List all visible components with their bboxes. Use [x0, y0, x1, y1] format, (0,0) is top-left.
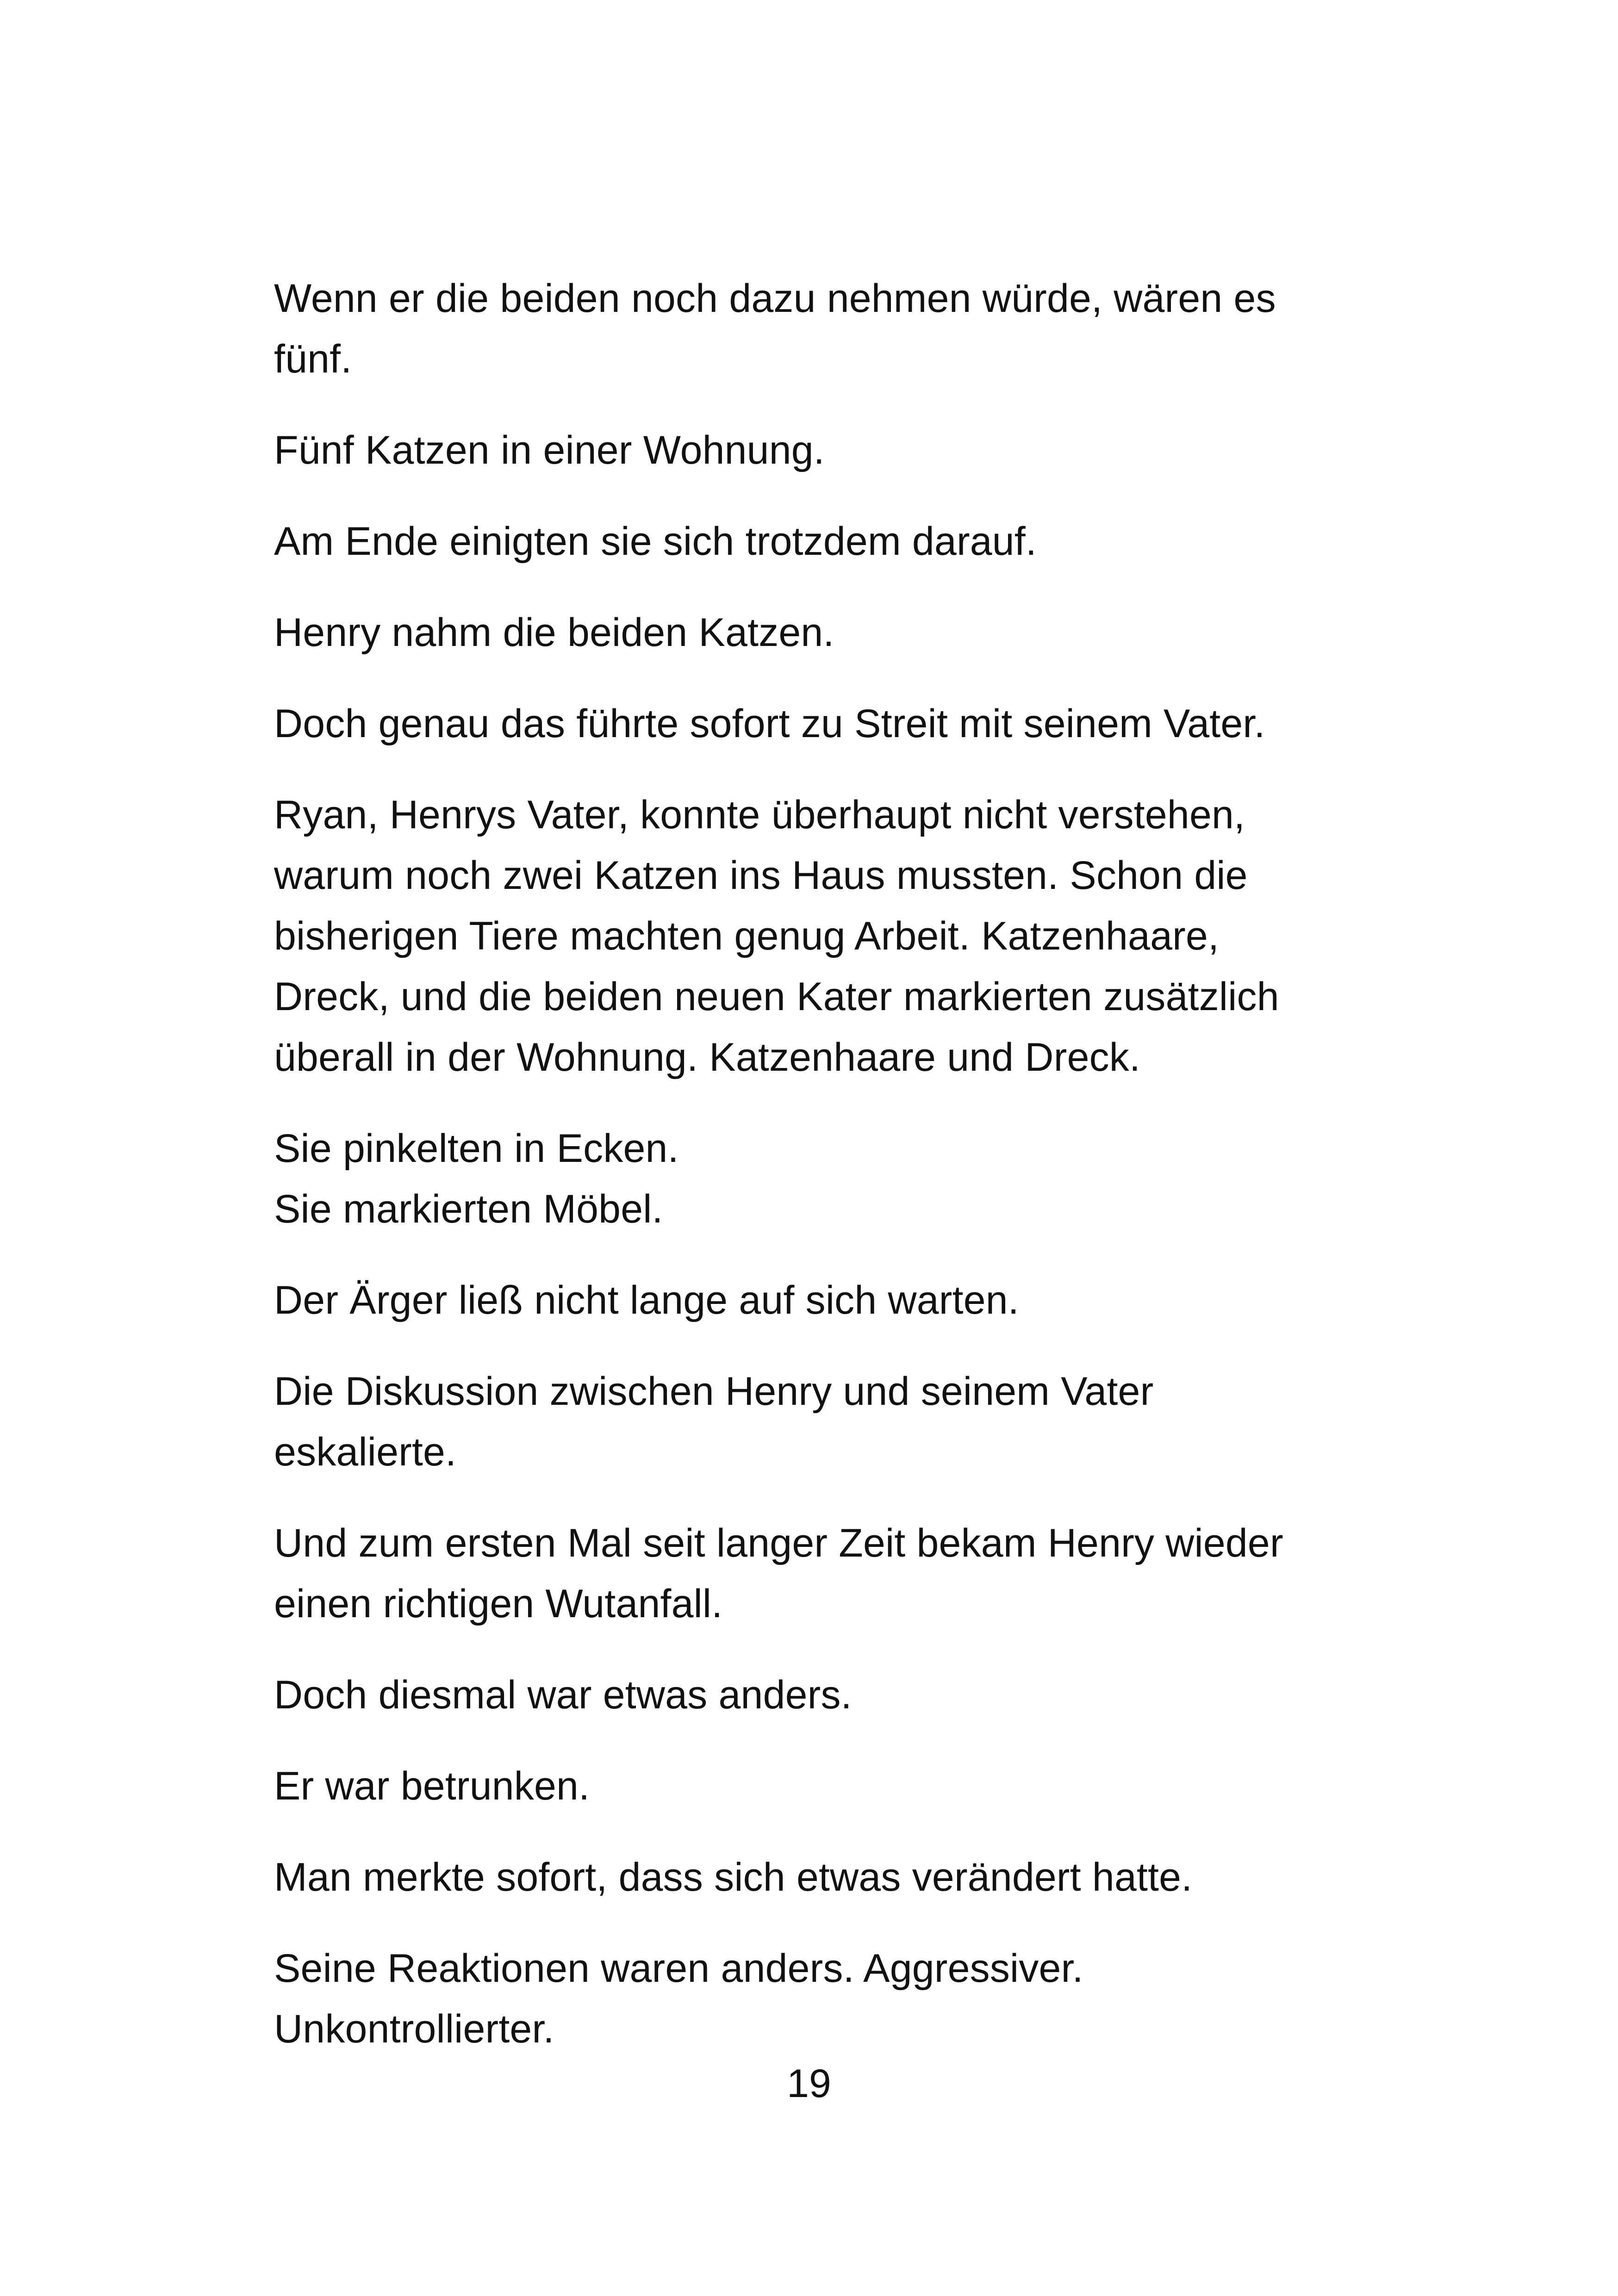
text-line: Die Diskussion zwischen Henry und seinem Vater	[274, 1369, 1154, 1414]
paragraph	[274, 1665, 1357, 1725]
paragraph	[274, 1756, 1357, 1817]
text-line: Sie pinkelten in Ecken.	[274, 1126, 679, 1171]
paragraph	[274, 1270, 1357, 1331]
paragraph	[274, 1361, 1357, 1483]
paragraph	[274, 785, 1357, 1088]
paragraph	[274, 1847, 1357, 1908]
paragraph	[274, 602, 1357, 663]
text-line: Der Ärger ließ nicht lange auf sich warten.	[274, 1278, 1019, 1322]
text-line: Doch genau das führte sofort zu Streit mit seinem Vater.	[274, 701, 1265, 746]
text-line: Am Ende einigten sie sich trotzdem darauf.	[274, 519, 1037, 564]
text-line: Doch diesmal war etwas anders.	[274, 1673, 852, 1717]
text-line: Unkontrollierter.	[274, 2007, 554, 2051]
text-line: fünf.	[274, 337, 352, 381]
text-line: Dreck, und die beiden neuen Kater markierten zusätzlich	[274, 974, 1279, 1019]
paragraph	[274, 1938, 1357, 2060]
paragraph	[274, 511, 1357, 572]
text-line: Er war betrunken.	[274, 1764, 590, 1808]
text-line: Sie markierten Möbel.	[274, 1187, 663, 1231]
text-line: einen richtigen Wutanfall.	[274, 1582, 723, 1626]
paragraph	[274, 1118, 1357, 1240]
page-number: 19	[787, 2061, 831, 2106]
body-text	[274, 268, 1357, 2090]
text-line: überall in der Wohnung. Katzenhaare und Dreck.	[274, 1035, 1141, 1080]
paragraph	[274, 268, 1357, 390]
text-line: Seine Reaktionen waren anders. Aggressiver.	[274, 1946, 1083, 1991]
paragraph	[274, 1513, 1357, 1634]
text-line: Wenn er die beiden noch dazu nehmen würde, wären es	[274, 276, 1276, 321]
text-line: eskalierte.	[274, 1430, 457, 1474]
paragraph	[274, 694, 1357, 754]
text-line: Henry nahm die beiden Katzen.	[274, 610, 834, 655]
text-line: bisherigen Tiere machten genug Arbeit. Katzenhaare,	[274, 914, 1220, 958]
paragraph	[274, 420, 1357, 481]
text-line: Und zum ersten Mal seit langer Zeit bekam Henry wieder	[274, 1521, 1283, 1565]
text-line: Fünf Katzen in einer Wohnung.	[274, 428, 825, 472]
text-line: Man merkte sofort, dass sich etwas verändert hatte.	[274, 1855, 1193, 1899]
text-line: Ryan, Henrys Vater, konnte überhaupt nicht verstehen,	[274, 793, 1245, 837]
text-line: warum noch zwei Katzen ins Haus mussten. Schon die	[274, 853, 1248, 898]
